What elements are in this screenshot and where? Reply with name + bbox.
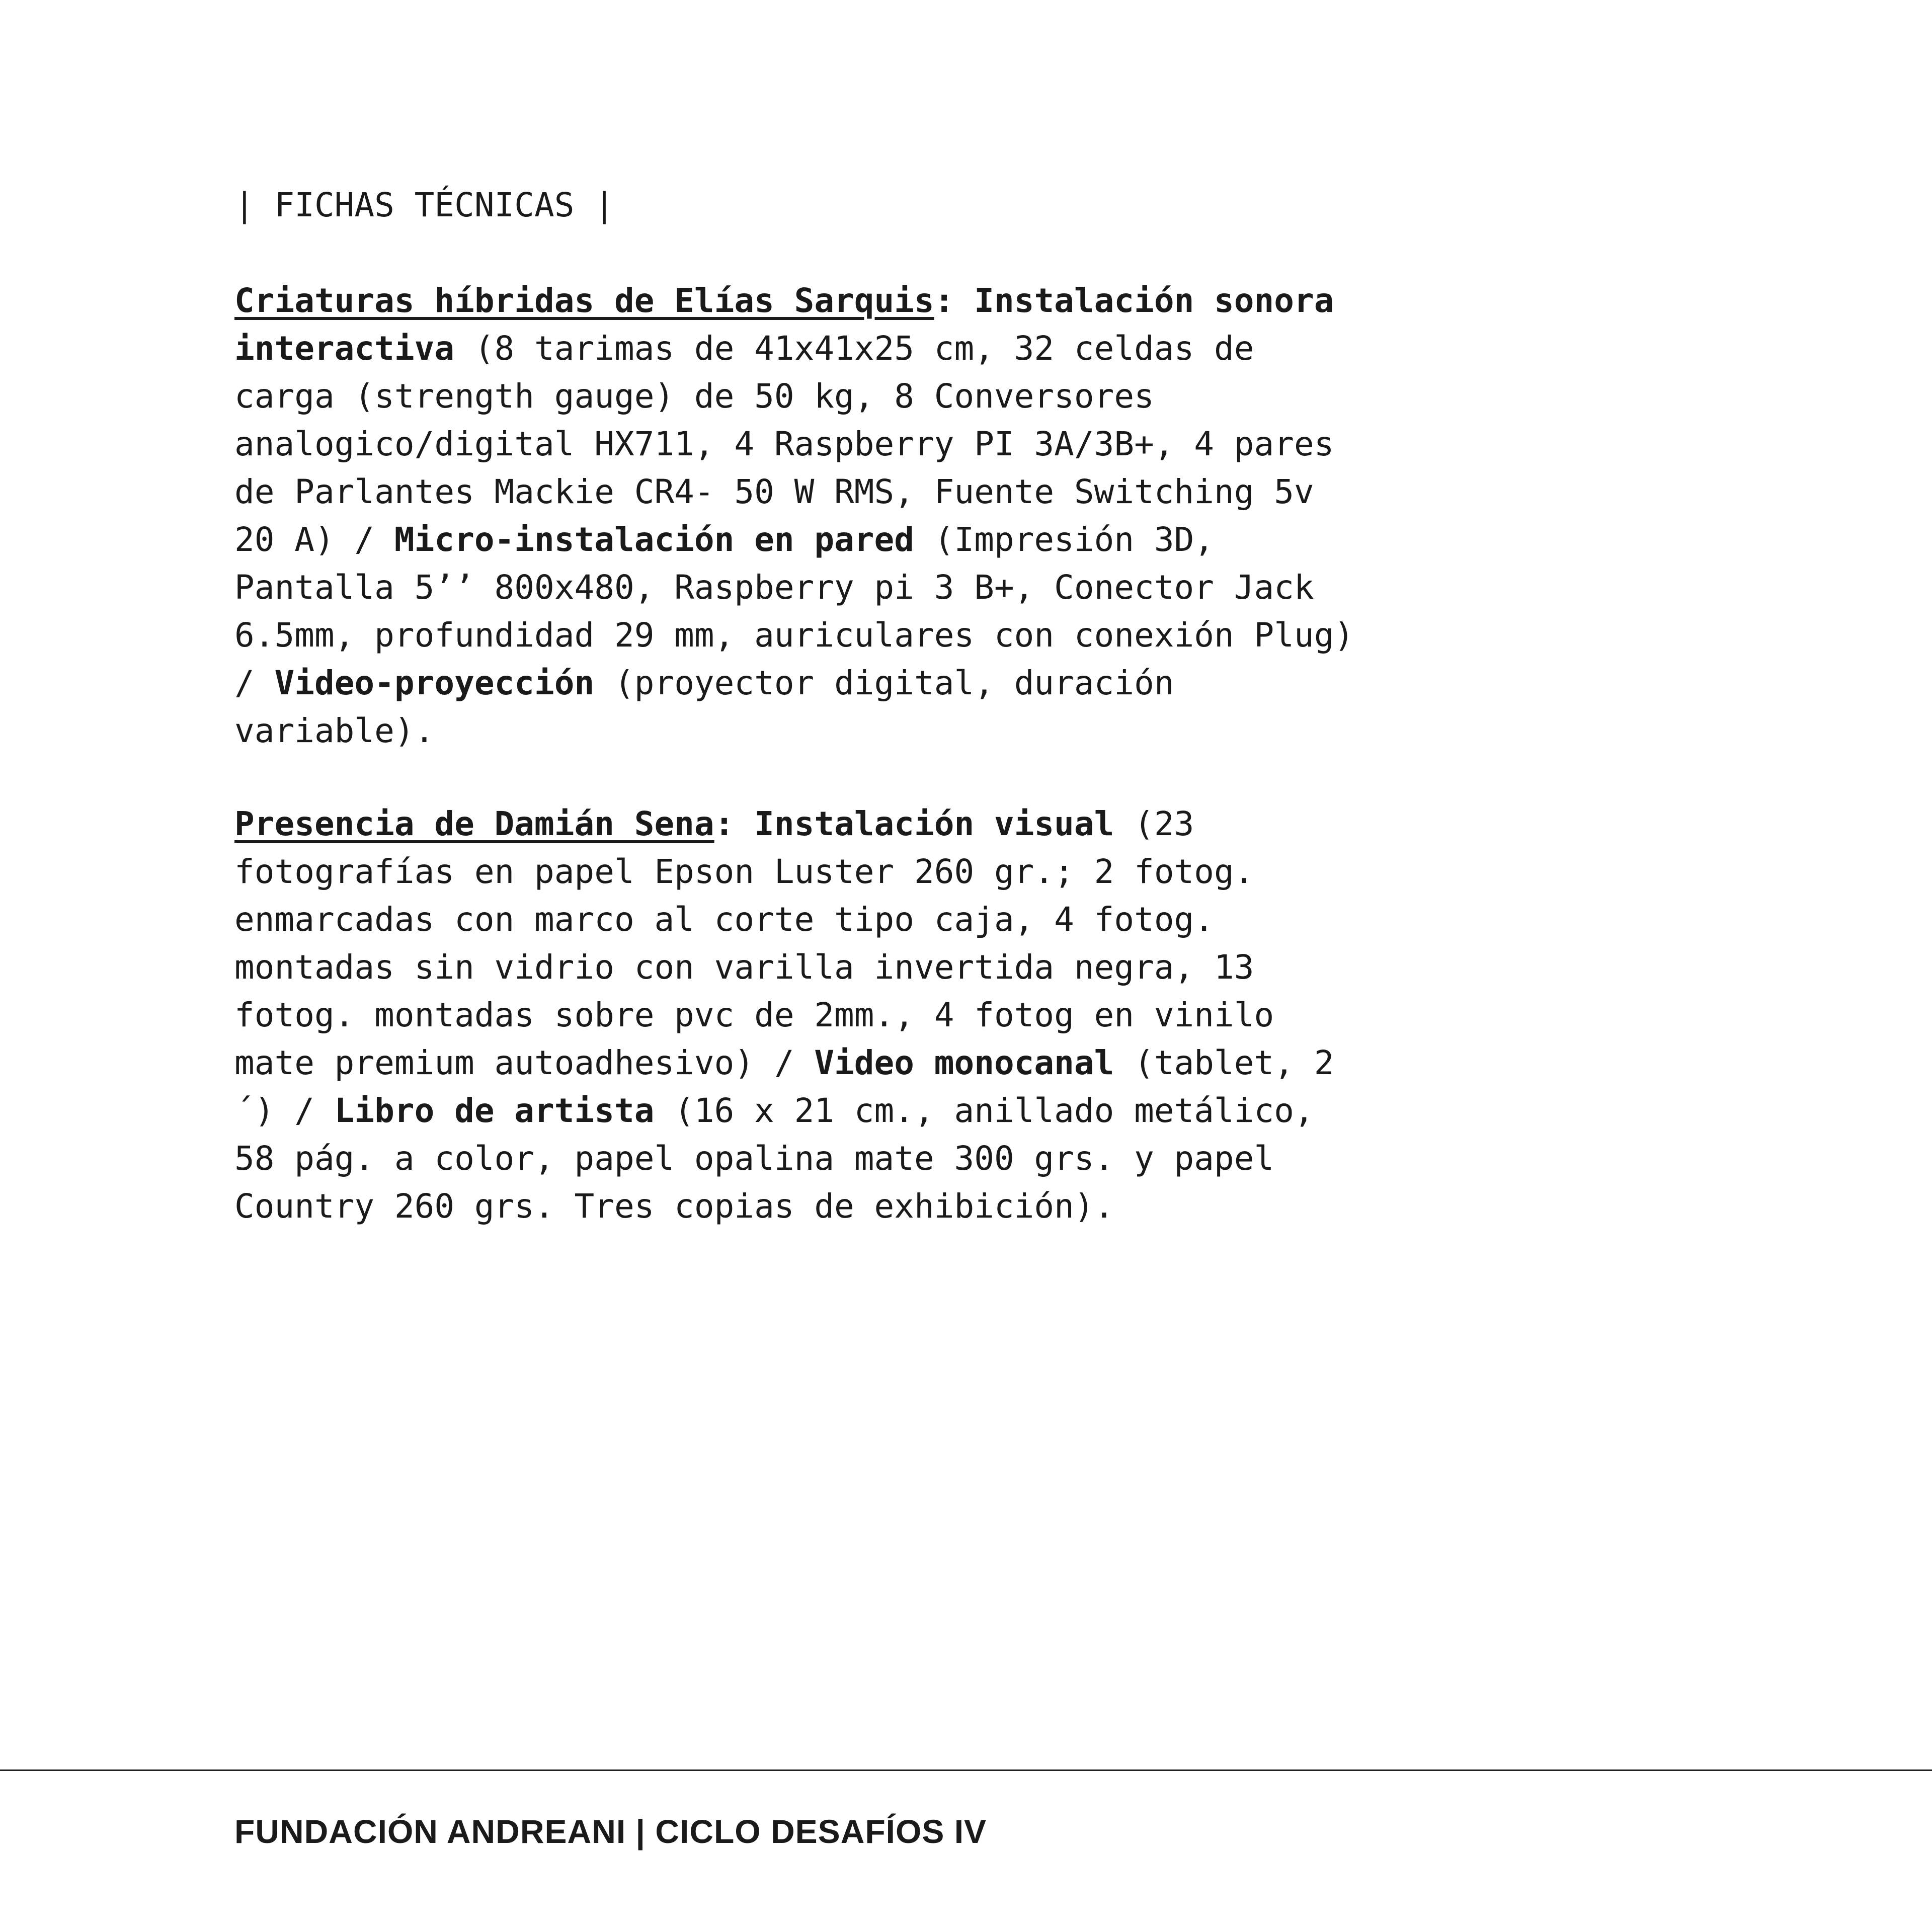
work-specs: (tablet, 2´) / [234, 1043, 1334, 1130]
work-type-label: Video-proyección [274, 664, 595, 702]
work-specs: (Impresión 3D, Pantalla 5’’ 800x480, Raspberry pi 3 B+, Conector Jack 6.5mm, profundidad 29 mm, auriculares con conexión Plug) / [234, 520, 1354, 702]
entry-separator: : [714, 804, 755, 843]
work-specs: (8 tarimas de 41x41x25 cm, 32 celdas de carga (strength gauge) de 50 kg, 8 Conversores analogico/digital HX711, 4 Raspberry PI 3A/3B+, 4 pares de Parlantes Mackie CR4- 50 W RMS, Fuente Switching 5v 20 A) / [234, 329, 1334, 559]
work-specs: (proyector digital, duración variable). [234, 664, 1174, 750]
work-type-label: Video monocanal [814, 1043, 1114, 1082]
work-type-label: Instalación sonora interactiva [234, 281, 1334, 368]
entry-separator: : [934, 281, 975, 320]
section-heading: | FICHAS TÉCNICAS | [234, 186, 614, 224]
tech-sheet-entry-criaturas [234, 277, 1361, 755]
tech-sheet-entry-presencia [234, 800, 1361, 1230]
entry-title: Presencia de Damián Sena [234, 804, 714, 843]
work-specs: (16 x 21 cm., anillado metálico, 58 pág. a color, papel opalina mate 300 grs. y papel Country 260 grs. Tres copias de exhibición). [234, 1091, 1314, 1226]
work-type-label: Libro de artista [334, 1091, 655, 1130]
work-specs: (23 fotografías en papel Epson Luster 260 gr.; 2 fotog. enmarcadas con marco al corte tipo caja, 4 fotog. montadas sin vidrio con varilla invertida negra, 13 fotog. montadas sobre pvc de 2mm., 4 fotog en vinilo mate premium autoadhesivo) / [234, 804, 1274, 1082]
footer-divider [0, 1769, 1932, 1771]
entry-title: Criaturas híbridas de Elías Sarquis [234, 281, 934, 320]
footer-title: FUNDACIÓN ANDREANI | CICLO DESAFÍOS IV [234, 1813, 987, 1850]
work-type-label: Instalación visual [754, 804, 1114, 843]
work-type-label: Micro-instalación en pared [394, 520, 915, 559]
